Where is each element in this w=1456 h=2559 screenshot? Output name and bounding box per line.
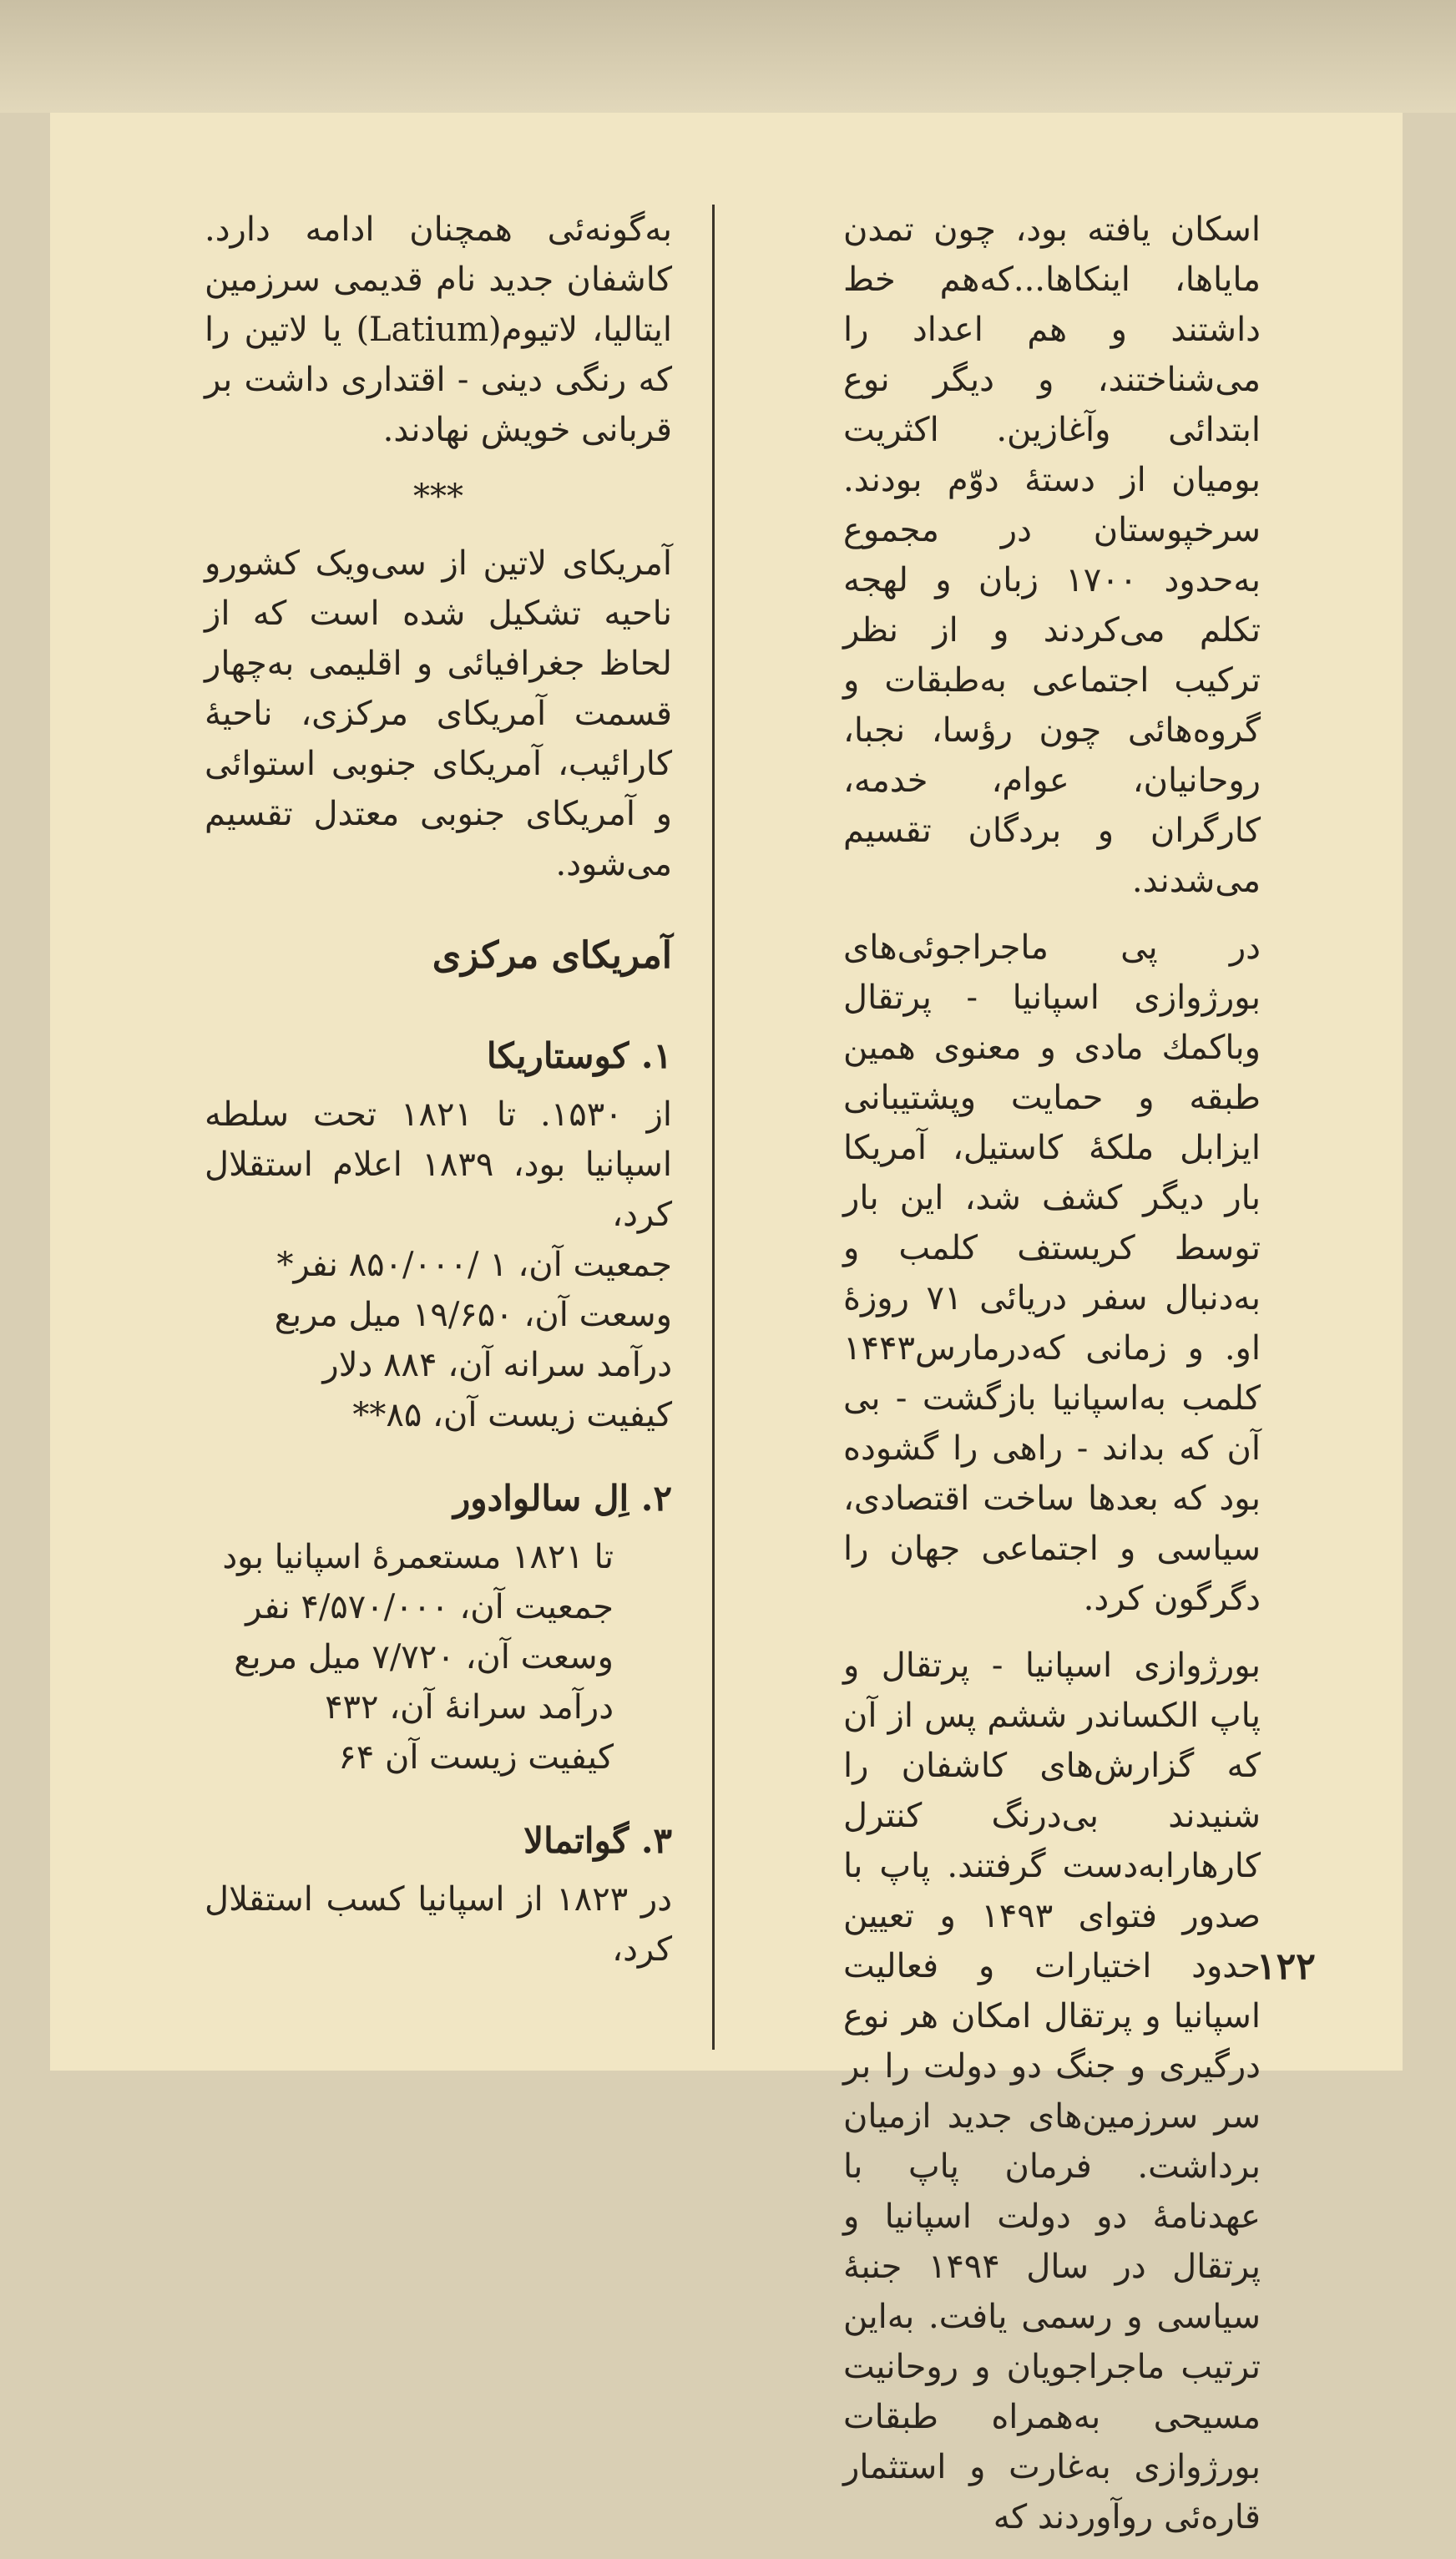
paragraph-papal-decree: بورژوازی اسپانیا - پرتقال و پاپ الکساندر ششم پس از آن که گزارش‌های کاشفان را شنیدند بی‌درنگ کنترل کارهارابه‌دست گرفتند. پاپ با صدور فتوای ۱۴۹۳ و تعیین حدود اختیارات و فعالیت اسپانیا و پرتقال امکان هر نوع درگیری و جنگ دو دولت را بر سر سرزمین‌های جدید ازمیان برداشت. فرمان پاپ با عهدنامهٔ دو دولت اسپانیا و پرتقال در سال ۱۴۹۴ جنبهٔ سیاسی و رسمی یافت. به‌این ترتیب ماجراجویان و روحانیت مسیحی به‌همراه طبقات بورژوازی به‌غارت و استثمار قاره‌ئی روآوردند که [843,1646,1261,2536]
section-separator: *** [413,478,463,516]
paragraph-latium-name: به‌گونه‌ئی همچنان ادامه دارد. کاشفان جدید نام قدیمی سرزمین ایتالیا، لاتیوم(Latium) یا لاتین را که رنگی دینی - اقتداری داشت بر قربانی خویش نهادند. [205,210,672,449]
page-number: ۱۲۲ [1256,1945,1316,1988]
costa-rica-history: از ۱۵۳۰. تا ۱۸۲۱ تحت سلطه اسپانیا بود، ۱۸۳۹ اعلام استقلال کرد، [205,1095,672,1234]
paragraph-native-civilizations: اسکان یافته بود، چون تمدن مایاها، اینکاها...که‌هم خط داشتند و هم اعداد را می‌شناختند، و دیگر نوع ابتدائی وآغازین. اکثریت بومیان از دستهٔ دوّم بودند. سرخپوستان در مجموع به‌حدود ۱۷۰۰ زبان و لهجه تکلم می‌کردند و از نظر ترکیب اجتماعی به‌طبقات و گروه‌هائی چون رؤسا، نجبا، روحانیان، عوام، خدمه، کارگران و بردگان تقسیم می‌شدند. [843,210,1261,900]
el-salvador-history: تا ۱۸۲۱ مستعمرهٔ اسپانیا بود [222,1538,614,1576]
country-stats-costa-rica [205,1090,672,1440]
el-salvador-area: وسعت آن، ۷/۷۲۰ میل مربع [234,1638,614,1676]
book-page [50,113,1403,2536]
country-stats-el-salvador [205,1532,614,1783]
paragraph-regions: آمریکای لاتین از سی‌ویک کشورو ناحیه تشکیل شده است که از لحاظ جغرافیائی و اقلیمی به‌چهار قسمت آمریکای مرکزی، ناحیهٔ کارائیب، آمریکای جنوبی استوائی و آمریکای جنوبی معتدل تقسیم می‌شود. [205,544,672,883]
page-top-shadow [0,0,1456,113]
costa-rica-area: وسعت آن، ۱۹/۶۵۰ میل مربع [274,1296,672,1334]
country-heading-guatemala: ۳. گواتمالا [523,1820,672,1861]
costa-rica-population: جمعیت آن، ۱ /۸۵۰/۰۰۰ نفر* [276,1246,672,1284]
country-heading-el-salvador: ۲. اِل سالوادور [452,1478,672,1519]
left-column [205,205,672,1991]
costa-rica-income: درآمد سرانه آن، ۸۸۴ دلار [322,1346,672,1384]
section-heading-central-america: آمریکای مرکزی [432,934,672,977]
el-salvador-quality: کیفیت زیست آن ۶۴ [338,1738,614,1777]
el-salvador-income: درآمد سرانهٔ آن، ۴۳۲ [325,1688,614,1727]
el-salvador-population: جمعیت آن، ۴/۵۷۰/۰۰۰ نفر [245,1588,614,1626]
country-heading-costa-rica: ۱. کوستاریکا [486,1035,672,1076]
costa-rica-quality: کیفیت زیست آن، ۸۵** [352,1396,672,1434]
right-column [843,205,1261,2559]
guatemala-independence: در ۱۸۲۳ از اسپانیا کسب استقلال کرد، [205,1880,673,1969]
column-divider [712,205,715,2050]
paragraph-columbus-discovery: در پی ماجراجوئی‌های بورژوازی اسپانیا - پرتقال وباکمك مادی و معنوی همین طبقه و حمایت وپشتیبانی ایزابل ملکهٔ کاستیل، آمریکا بار دیگر کشف شد، این بار توسط کریستف کلمب و به‌دنبال سفر دریائی ۷۱ روزهٔ او. و زمانی که‌درمارس۱۴۴۳ کلمب به‌اسپانیا بازگشت - بی آن که بداند - راهی را گشوده بود که بعدها ساخت اقتصادی، سیاسی و اجتماعی جهان را دگرگون کرد. [843,928,1261,1618]
